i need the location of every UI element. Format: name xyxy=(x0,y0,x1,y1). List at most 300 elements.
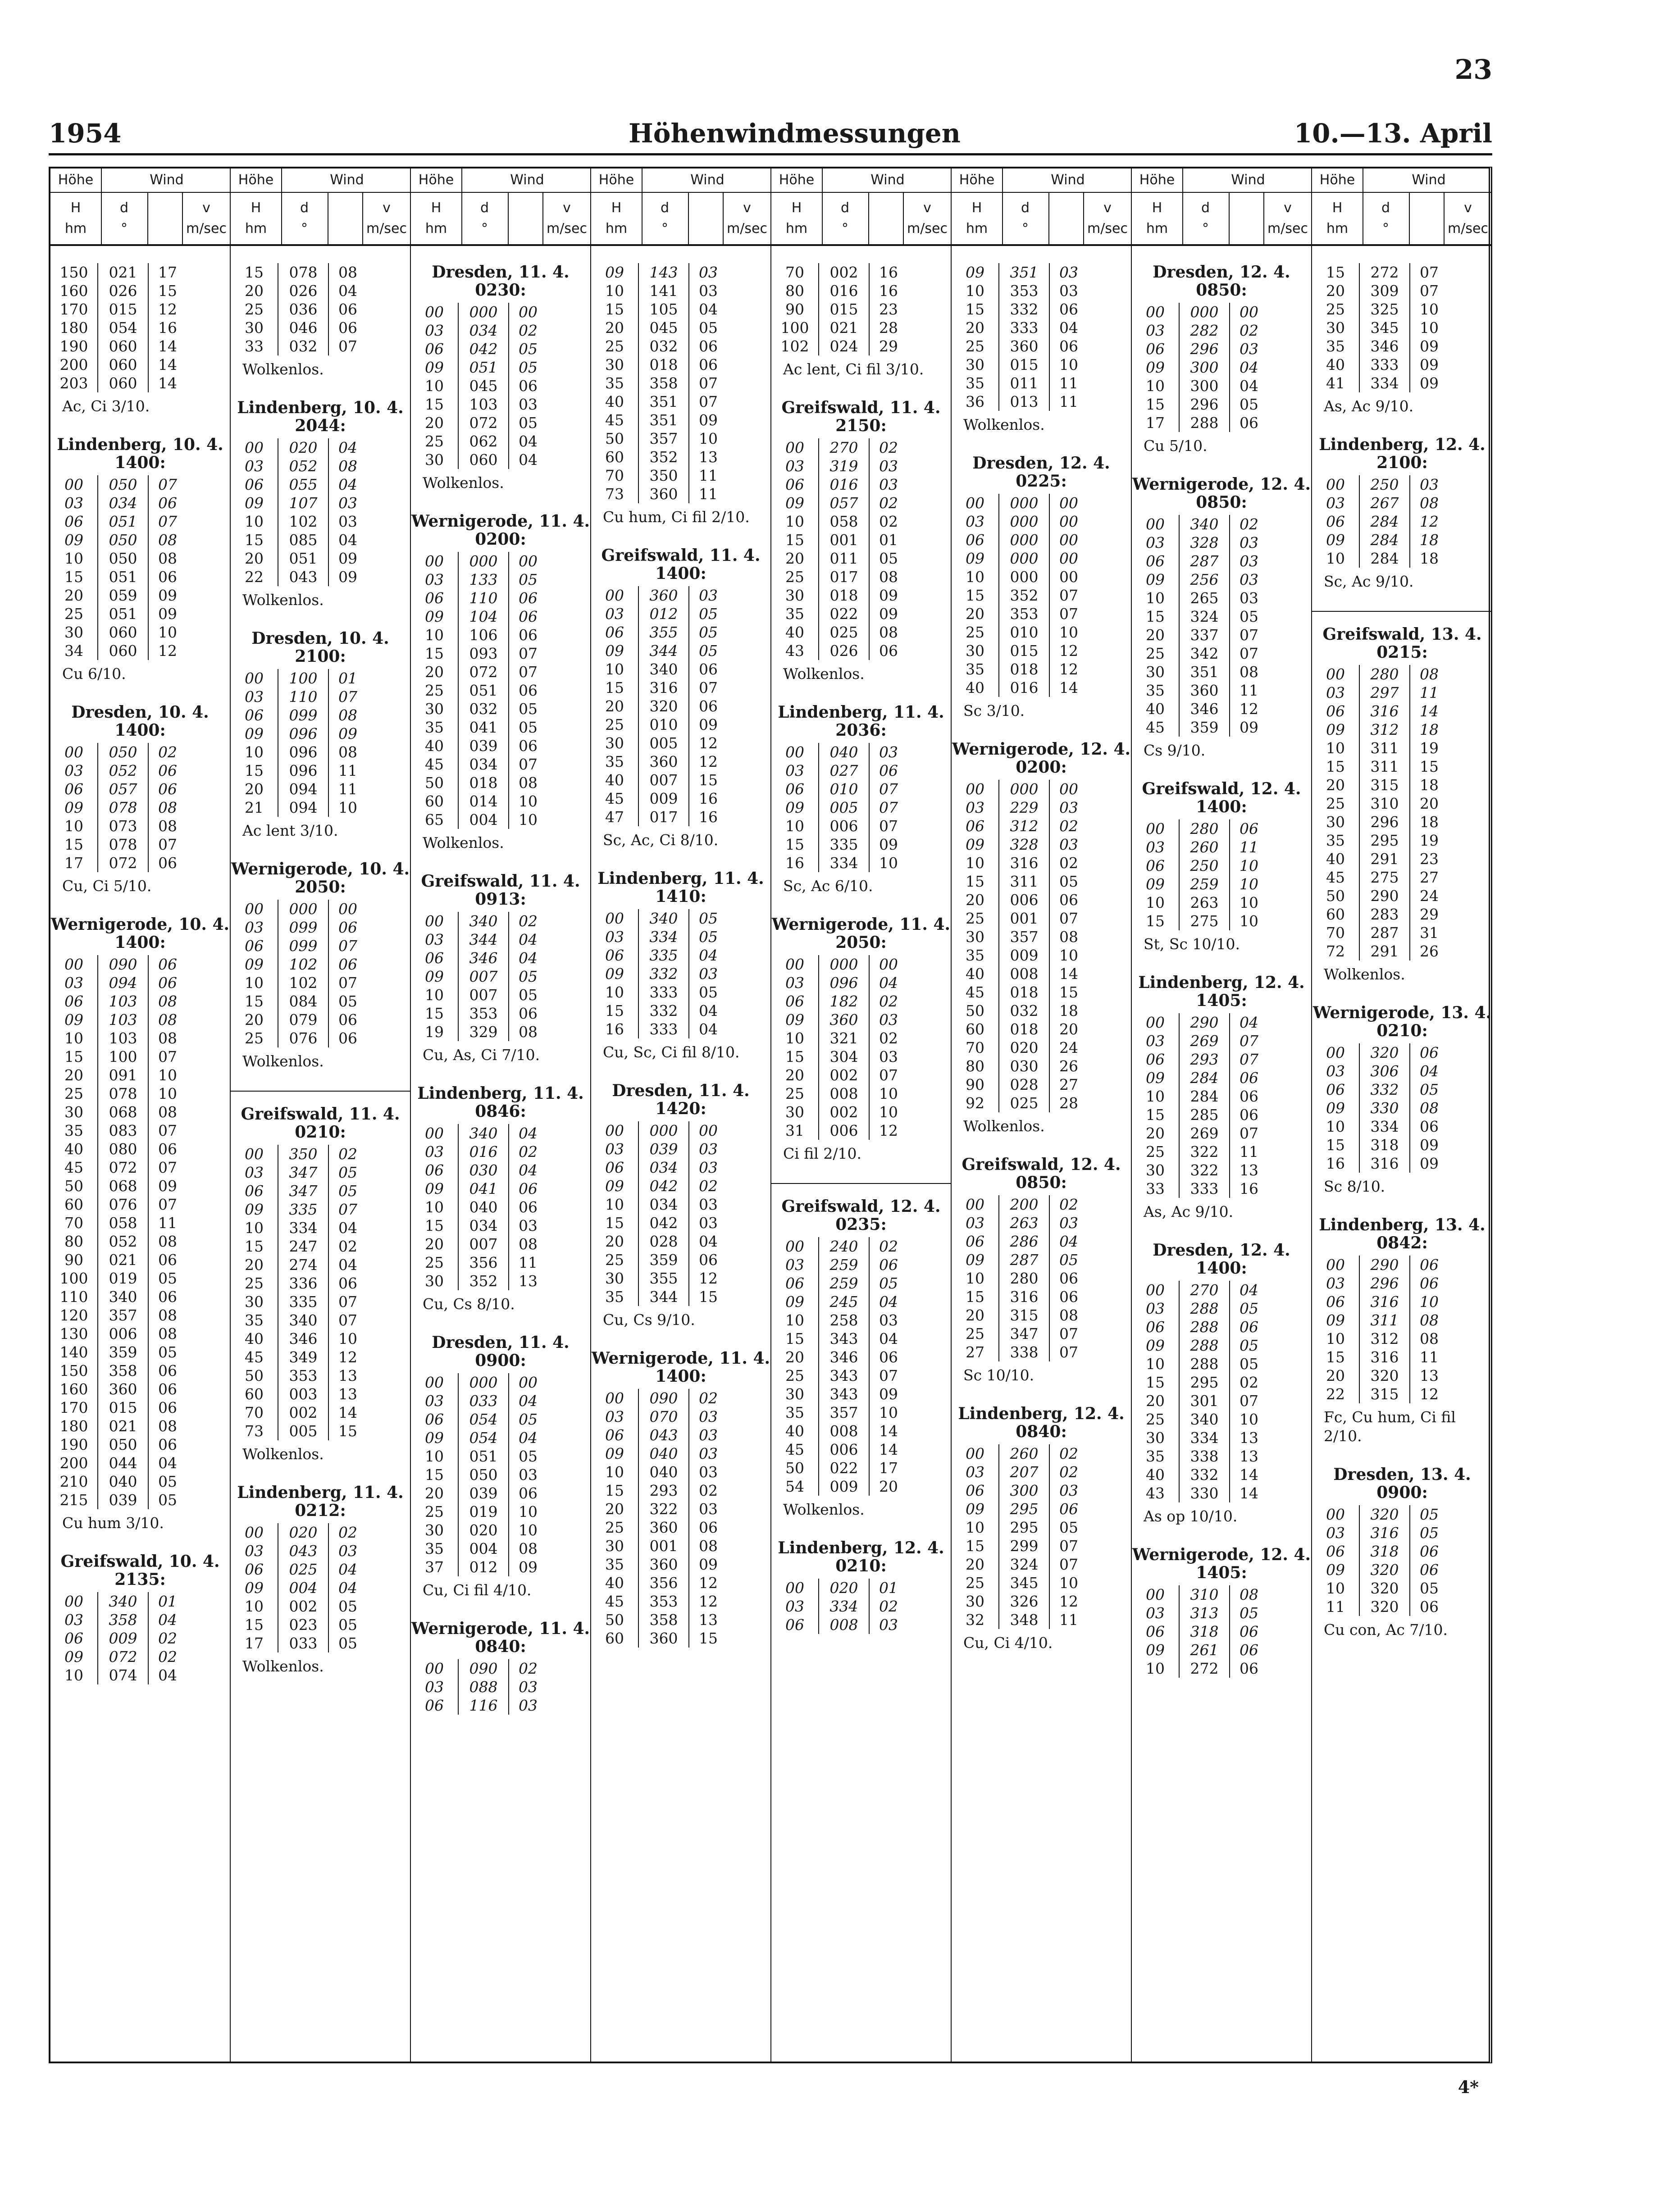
header-divider xyxy=(1048,192,1049,244)
station-section xyxy=(591,1082,770,1329)
speed-cell: 13 xyxy=(688,1611,727,1629)
speed-cell: 10 xyxy=(508,792,547,810)
direction-cell: 059 xyxy=(97,586,148,605)
table-row xyxy=(50,1066,230,1084)
speed-cell: 14 xyxy=(148,337,187,355)
height-cell: 35 xyxy=(966,660,984,678)
direction-cell: 021 xyxy=(818,319,869,337)
table-row xyxy=(771,568,951,586)
table-row xyxy=(1312,1561,1492,1579)
table-column xyxy=(591,168,771,2062)
header-wind: Wind xyxy=(1412,172,1446,188)
height-cell: 20 xyxy=(1146,626,1165,644)
height-cell: 15 xyxy=(1146,396,1165,413)
speed-cell: 06 xyxy=(148,780,187,798)
height-cell: 36 xyxy=(966,393,984,410)
table-row xyxy=(591,429,770,448)
height-cell: 15 xyxy=(245,531,264,549)
header-wind: Wind xyxy=(870,172,905,188)
speed-cell: 09 xyxy=(148,1177,187,1195)
direction-cell: 045 xyxy=(638,319,688,337)
speed-cell: 00 xyxy=(688,1121,727,1140)
height-cell: 00 xyxy=(1326,476,1345,493)
cloud-note: Cu, Cs 8/10. xyxy=(423,1295,515,1313)
height-cell: 10 xyxy=(1146,1355,1165,1373)
height-cell: 00 xyxy=(785,1579,804,1597)
speed-cell: 07 xyxy=(869,817,907,835)
table-row xyxy=(50,1398,230,1417)
height-cell: 03 xyxy=(1146,1604,1165,1622)
direction-cell: 040 xyxy=(638,1444,688,1463)
table-row xyxy=(1312,665,1492,683)
header-v: v xyxy=(383,200,391,216)
direction-cell: 051 xyxy=(97,605,148,623)
direction-cell: 110 xyxy=(458,589,508,607)
height-cell: 00 xyxy=(245,439,264,456)
direction-cell: 050 xyxy=(458,1466,508,1484)
speed-cell: 01 xyxy=(869,1579,907,1597)
speed-cell: 05 xyxy=(688,642,727,660)
direction-cell: 133 xyxy=(458,570,508,589)
speed-cell: 06 xyxy=(1049,1269,1088,1288)
height-cell: 40 xyxy=(245,1330,264,1347)
direction-cell: 320 xyxy=(1359,1366,1409,1385)
direction-cell: 288 xyxy=(1179,414,1229,432)
table-row xyxy=(952,263,1131,282)
speed-cell: 02 xyxy=(869,494,907,512)
height-cell: 10 xyxy=(1326,550,1345,567)
table-row xyxy=(952,872,1131,891)
direction-cell: 102 xyxy=(278,955,328,974)
speed-cell: 14 xyxy=(1229,1466,1268,1484)
speed-cell: 06 xyxy=(508,1179,547,1198)
speed-cell: 00 xyxy=(1049,780,1088,798)
direction-cell: 270 xyxy=(1179,1281,1229,1299)
table-row xyxy=(591,789,770,808)
speed-cell: 04 xyxy=(328,438,367,457)
speed-cell: 04 xyxy=(328,1219,367,1237)
speed-cell: 04 xyxy=(1229,1281,1268,1299)
speed-cell: 07 xyxy=(148,512,187,531)
height-cell: 03 xyxy=(1146,1032,1165,1050)
station-section xyxy=(1312,1004,1492,1196)
height-cell: 03 xyxy=(425,322,444,339)
height-cell: 30 xyxy=(245,1293,264,1311)
header-h: H xyxy=(251,200,261,216)
height-cell: 190 xyxy=(59,337,88,355)
table-row xyxy=(771,438,951,457)
direction-cell: 312 xyxy=(1359,720,1409,739)
direction-cell: 099 xyxy=(278,706,328,724)
speed-cell: 06 xyxy=(1409,1274,1448,1293)
direction-cell: 316 xyxy=(638,678,688,697)
table-row xyxy=(1312,374,1492,392)
table-row xyxy=(591,1195,770,1214)
direction-cell: 312 xyxy=(1359,1329,1409,1348)
direction-cell: 100 xyxy=(97,1047,148,1066)
speed-cell: 08 xyxy=(148,1103,187,1121)
table-row xyxy=(771,1084,951,1103)
speed-cell: 08 xyxy=(148,817,187,835)
table-row xyxy=(591,319,770,337)
table-row xyxy=(1132,1318,1311,1336)
station-title: Dresden, 12. 4. 0850: xyxy=(1153,263,1290,300)
table-row xyxy=(1312,1329,1492,1348)
direction-cell: 043 xyxy=(638,1426,688,1444)
station-title: Dresden, 12. 4. 0225: xyxy=(972,454,1110,491)
table-row xyxy=(771,1237,951,1256)
table-row xyxy=(591,983,770,1001)
table-row xyxy=(591,392,770,411)
cloud-note: Wolkenlos. xyxy=(783,665,865,683)
table-row xyxy=(411,681,590,700)
height-cell: 00 xyxy=(64,956,83,973)
height-cell: 00 xyxy=(1326,1044,1345,1061)
cloud-note: Wolkenlos. xyxy=(242,1445,324,1463)
height-cell: 30 xyxy=(966,1593,984,1610)
table-row xyxy=(591,808,770,826)
height-cell: 10 xyxy=(1326,1330,1345,1347)
direction-cell: 300 xyxy=(998,1481,1049,1500)
height-cell: 15 xyxy=(966,587,984,604)
table-row xyxy=(952,337,1131,355)
height-cell: 43 xyxy=(785,642,804,660)
height-cell: 00 xyxy=(64,1593,83,1610)
direction-cell: 016 xyxy=(458,1142,508,1161)
height-cell: 32 xyxy=(966,1611,984,1629)
table-row xyxy=(231,1329,410,1348)
header-d: d xyxy=(1201,200,1210,216)
speed-cell: 02 xyxy=(508,1142,547,1161)
direction-cell: 320 xyxy=(1359,1579,1409,1598)
table-row xyxy=(411,1198,590,1216)
table-row xyxy=(1132,875,1311,893)
speed-cell: 04 xyxy=(508,451,547,469)
table-row xyxy=(411,1023,590,1041)
direction-cell: 335 xyxy=(818,835,869,854)
height-cell: 210 xyxy=(59,1473,88,1490)
height-cell: 03 xyxy=(245,688,264,705)
direction-cell: 103 xyxy=(458,395,508,414)
direction-cell: 320 xyxy=(638,697,688,715)
height-cell: 20 xyxy=(1326,776,1345,794)
speed-cell: 02 xyxy=(869,992,907,1010)
height-cell: 09 xyxy=(245,494,264,512)
direction-cell: 011 xyxy=(818,549,869,568)
height-cell: 45 xyxy=(605,790,624,807)
table-row xyxy=(591,1407,770,1426)
direction-cell: 060 xyxy=(97,337,148,355)
height-cell: 30 xyxy=(966,642,984,660)
speed-cell: 09 xyxy=(1409,337,1448,355)
station-section xyxy=(1312,263,1492,416)
speed-cell: 06 xyxy=(1049,891,1088,909)
signature-mark: 4* xyxy=(1458,2077,1479,2097)
height-cell: 00 xyxy=(425,1374,444,1391)
direction-cell: 060 xyxy=(97,642,148,660)
height-cell: 10 xyxy=(605,282,624,300)
speed-cell: 05 xyxy=(1049,872,1088,891)
table-row xyxy=(411,912,590,930)
direction-cell: 346 xyxy=(818,1348,869,1366)
table-row xyxy=(50,854,230,872)
direction-cell: 358 xyxy=(638,374,688,392)
table-row xyxy=(231,918,410,937)
table-row xyxy=(231,1293,410,1311)
table-row xyxy=(1312,1598,1492,1616)
station-section xyxy=(771,263,951,379)
height-cell: 03 xyxy=(605,1140,624,1158)
header-wind: Wind xyxy=(690,172,725,188)
height-cell: 16 xyxy=(1326,1155,1345,1172)
height-cell: 35 xyxy=(966,947,984,964)
table-row xyxy=(591,374,770,392)
speed-cell: 07 xyxy=(148,1047,187,1066)
height-cell: 10 xyxy=(1146,1660,1165,1677)
direction-cell: 057 xyxy=(818,494,869,512)
speed-cell: 16 xyxy=(688,808,727,826)
height-cell: 215 xyxy=(59,1491,88,1509)
speed-cell: 07 xyxy=(328,1293,367,1311)
header-unit-msec: m/sec xyxy=(547,221,587,237)
direction-cell: 284 xyxy=(1179,1069,1229,1087)
height-cell: 15 xyxy=(1146,912,1165,930)
header-wind: Wind xyxy=(1051,172,1085,188)
speed-cell: 07 xyxy=(508,644,547,663)
table-row xyxy=(411,1447,590,1466)
height-cell: 50 xyxy=(605,1611,624,1629)
table-row xyxy=(1312,683,1492,702)
direction-cell: 040 xyxy=(97,1472,148,1491)
speed-cell: 02 xyxy=(1049,1195,1088,1214)
height-cell: 10 xyxy=(64,1029,83,1047)
table-row xyxy=(591,1426,770,1444)
table-row xyxy=(50,1666,230,1684)
table-row xyxy=(952,1481,1131,1500)
direction-cell: 293 xyxy=(638,1481,688,1500)
direction-cell: 352 xyxy=(638,448,688,466)
direction-cell: 360 xyxy=(638,1555,688,1574)
height-cell: 20 xyxy=(966,605,984,623)
table-row xyxy=(411,1484,590,1502)
table-row xyxy=(771,605,951,623)
station-title: Lindenberg, 12. 4. 1405: xyxy=(1138,973,1305,1010)
speed-cell: 16 xyxy=(1229,1179,1268,1198)
speed-cell: 05 xyxy=(508,1447,547,1466)
direction-cell: 316 xyxy=(1359,702,1409,720)
header-unit-degree: ° xyxy=(481,221,488,237)
height-cell: 03 xyxy=(425,1678,444,1696)
direction-cell: 321 xyxy=(818,1029,869,1047)
speed-cell: 03 xyxy=(869,743,907,761)
speed-cell: 03 xyxy=(1229,533,1268,552)
station-section xyxy=(411,1334,590,1600)
cloud-note: Cu 5/10. xyxy=(1144,437,1208,455)
speed-cell: 05 xyxy=(688,928,727,946)
speed-cell: 08 xyxy=(508,1235,547,1253)
height-cell: 20 xyxy=(966,1556,984,1573)
height-cell: 15 xyxy=(425,396,444,413)
table-row xyxy=(50,1472,230,1491)
height-cell: 45 xyxy=(64,1159,83,1176)
table-row xyxy=(231,1385,410,1403)
table-row xyxy=(952,300,1131,319)
direction-cell: 360 xyxy=(638,586,688,605)
height-cell: 03 xyxy=(785,457,804,475)
direction-cell: 229 xyxy=(998,798,1049,817)
speed-cell: 01 xyxy=(869,531,907,549)
height-cell: 31 xyxy=(785,1122,804,1139)
table-row xyxy=(1132,1373,1311,1392)
direction-cell: 010 xyxy=(638,715,688,734)
height-cell: 15 xyxy=(425,645,444,662)
height-cell: 03 xyxy=(966,1214,984,1232)
speed-cell: 28 xyxy=(869,319,907,337)
table-row xyxy=(411,607,590,626)
direction-cell: 359 xyxy=(1179,718,1229,737)
direction-cell: 333 xyxy=(1179,1179,1229,1198)
column-header xyxy=(411,168,590,246)
height-cell: 35 xyxy=(605,1288,624,1306)
height-cell: 00 xyxy=(425,552,444,570)
table-row xyxy=(771,623,951,642)
speed-cell: 13 xyxy=(328,1366,367,1385)
table-row xyxy=(1132,1032,1311,1050)
speed-cell: 11 xyxy=(688,466,727,485)
direction-cell: 009 xyxy=(638,789,688,808)
height-cell: 00 xyxy=(785,956,804,973)
speed-cell: 05 xyxy=(148,1472,187,1491)
speed-cell: 08 xyxy=(148,1417,187,1435)
direction-cell: 052 xyxy=(278,457,328,475)
header-divider xyxy=(508,192,509,244)
height-cell: 15 xyxy=(1326,758,1345,775)
speed-cell: 03 xyxy=(688,1158,727,1177)
speed-cell: 07 xyxy=(1229,644,1268,663)
speed-cell: 05 xyxy=(508,358,547,377)
table-row xyxy=(411,1235,590,1253)
direction-cell: 259 xyxy=(818,1256,869,1274)
height-cell: 00 xyxy=(1326,1256,1345,1274)
table-row xyxy=(591,1574,770,1592)
table-row xyxy=(50,1417,230,1435)
height-cell: 35 xyxy=(605,753,624,770)
speed-cell: 02 xyxy=(508,912,547,930)
height-cell: 09 xyxy=(425,359,444,376)
speed-cell: 07 xyxy=(508,755,547,774)
direction-cell: 324 xyxy=(1179,607,1229,626)
speed-cell: 16 xyxy=(148,319,187,337)
table-row xyxy=(411,321,590,340)
height-cell: 09 xyxy=(425,968,444,985)
table-row xyxy=(771,1403,951,1422)
direction-cell: 304 xyxy=(818,1047,869,1066)
station-section xyxy=(1312,611,1492,984)
direction-cell: 058 xyxy=(818,512,869,531)
direction-cell: 320 xyxy=(1359,1043,1409,1062)
direction-cell: 261 xyxy=(1179,1641,1229,1659)
height-cell: 20 xyxy=(425,1235,444,1253)
direction-cell: 042 xyxy=(458,340,508,358)
height-cell: 09 xyxy=(1326,531,1345,549)
direction-cell: 282 xyxy=(1179,321,1229,340)
direction-cell: 094 xyxy=(278,780,328,798)
direction-cell: 018 xyxy=(998,1020,1049,1038)
speed-cell: 05 xyxy=(508,986,547,1004)
speed-cell: 04 xyxy=(1229,377,1268,395)
direction-cell: 039 xyxy=(638,1140,688,1158)
table-row xyxy=(231,1616,410,1634)
direction-cell: 347 xyxy=(278,1182,328,1200)
speed-cell: 05 xyxy=(1229,1604,1268,1622)
height-cell: 09 xyxy=(966,1500,984,1518)
height-cell: 15 xyxy=(245,1238,264,1255)
direction-cell: 352 xyxy=(998,586,1049,605)
table-row xyxy=(771,549,951,568)
direction-cell: 342 xyxy=(1179,644,1229,663)
height-cell: 15 xyxy=(605,1482,624,1499)
direction-cell: 328 xyxy=(998,835,1049,854)
speed-cell: 05 xyxy=(148,1343,187,1361)
table-row xyxy=(1132,1410,1311,1429)
direction-cell: 316 xyxy=(1359,1293,1409,1311)
table-row xyxy=(952,1020,1131,1038)
direction-cell: 017 xyxy=(638,808,688,826)
table-row xyxy=(1132,681,1311,700)
height-cell: 03 xyxy=(1326,684,1345,701)
speed-cell: 04 xyxy=(508,432,547,451)
table-row xyxy=(50,1103,230,1121)
station-title: Lindenberg, 11. 4. 2036: xyxy=(778,703,944,740)
height-cell: 92 xyxy=(966,1094,984,1112)
speed-cell: 05 xyxy=(688,319,727,337)
cloud-note: Ac lent, Ci fil 3/10. xyxy=(783,360,924,378)
speed-cell: 12 xyxy=(1049,1592,1088,1611)
table-row xyxy=(1132,1281,1311,1299)
table-row xyxy=(771,642,951,660)
table-row xyxy=(50,1361,230,1380)
height-cell: 20 xyxy=(966,1306,984,1324)
height-cell: 09 xyxy=(966,1251,984,1269)
table-row xyxy=(1312,1043,1492,1062)
speed-cell: 06 xyxy=(508,681,547,700)
height-cell: 10 xyxy=(966,1270,984,1287)
height-cell: 06 xyxy=(605,1159,624,1176)
height-cell: 90 xyxy=(64,1251,83,1269)
speed-cell: 11 xyxy=(1229,838,1268,856)
speed-cell: 04 xyxy=(869,1329,907,1348)
direction-cell: 259 xyxy=(1179,875,1229,893)
speed-cell: 05 xyxy=(508,1410,547,1429)
header-unit-msec: m/sec xyxy=(1448,221,1488,237)
speed-cell: 04 xyxy=(328,1579,367,1597)
table-row xyxy=(50,1324,230,1343)
table-column xyxy=(411,168,591,2062)
direction-cell: 006 xyxy=(818,1121,869,1140)
speed-cell: 12 xyxy=(328,1348,367,1366)
height-cell: 00 xyxy=(966,1196,984,1213)
direction-cell: 346 xyxy=(1179,700,1229,718)
direction-cell: 009 xyxy=(818,1477,869,1496)
speed-cell: 08 xyxy=(148,1029,187,1047)
speed-cell: 03 xyxy=(869,1616,907,1634)
table-row xyxy=(771,512,951,531)
speed-cell: 06 xyxy=(1409,1256,1448,1274)
direction-cell: 310 xyxy=(1359,794,1409,813)
height-cell: 09 xyxy=(966,264,984,281)
speed-cell: 07 xyxy=(1409,282,1448,300)
direction-cell: 007 xyxy=(638,771,688,789)
